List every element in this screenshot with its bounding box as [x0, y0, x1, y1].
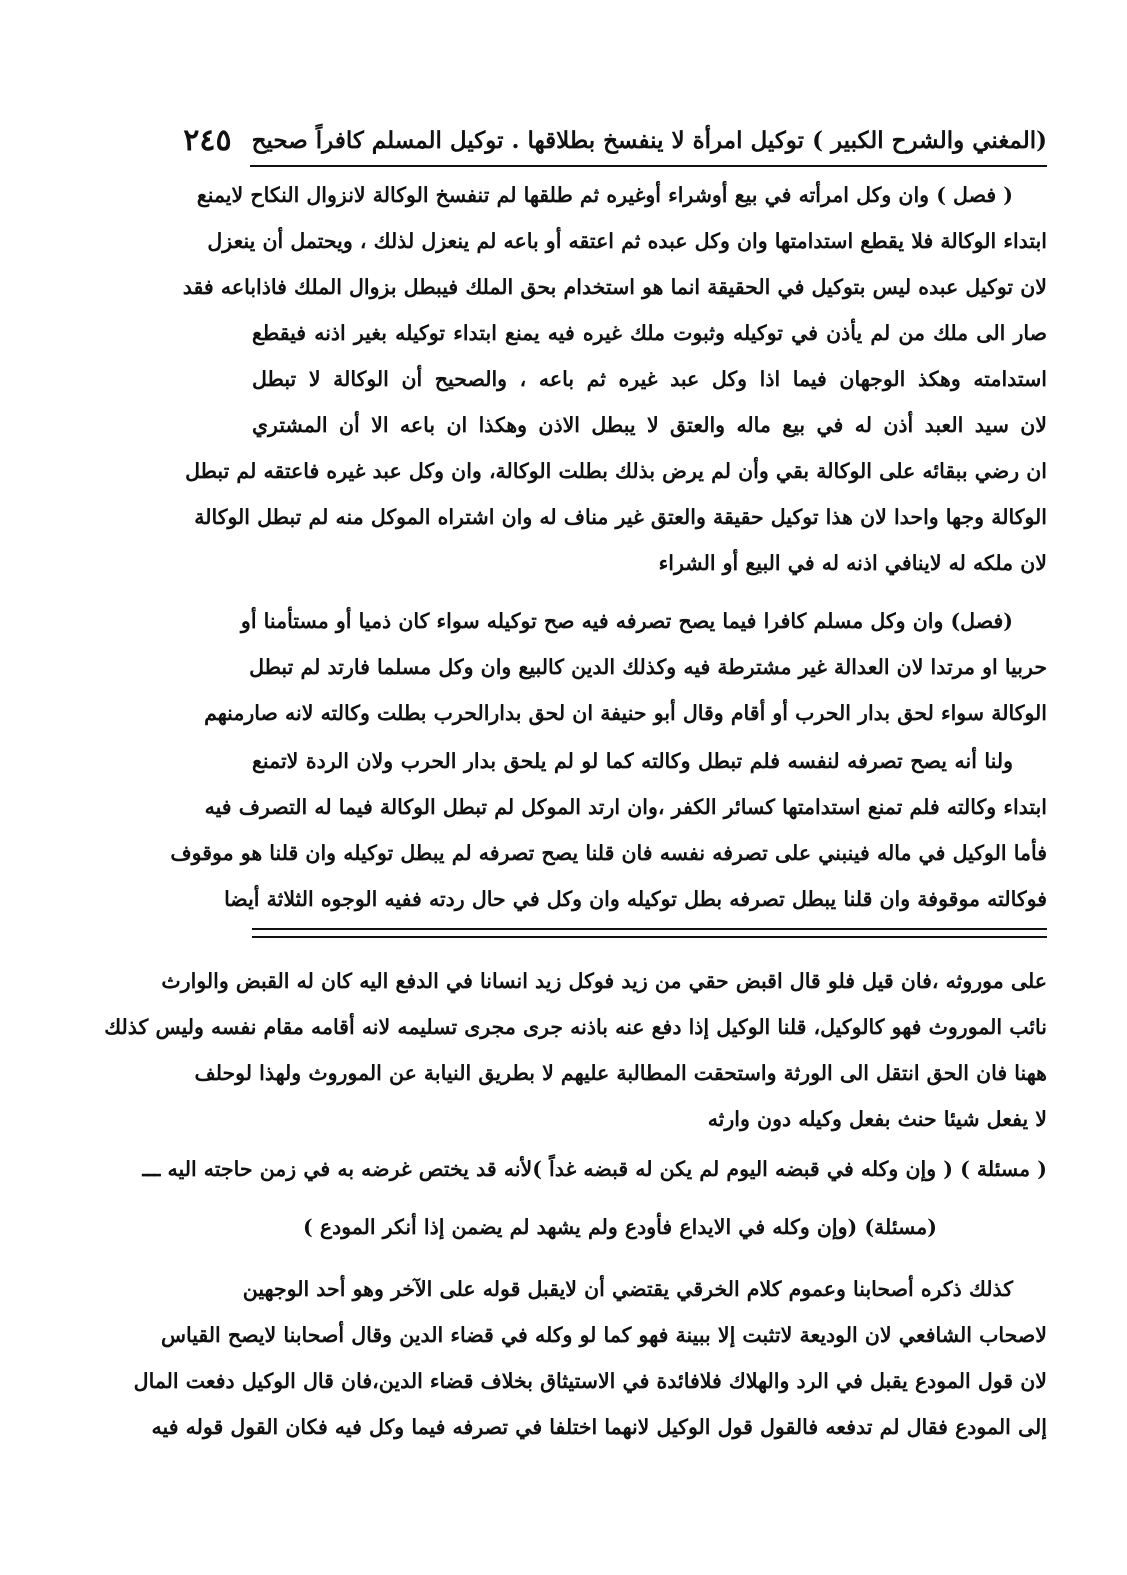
text-line: إلى المودع فقال لم تدفعه فالقول قول الوكيل لانهما اختلفا في تصرفه فيما وكل فيه فكان القول قوله فيه	[151, 1415, 1047, 1439]
issue-1	[142, 1146, 1047, 1192]
text-line: لان توكيل عبده ليس بتوكيل في الحقيقة انما هو استخدام بحق الملك فيبطل بزوال الملك فاذاباعه فقد	[182, 275, 1047, 299]
text-line: ابتداء وكالته فلم تمنع استدامتها كسائر الكفر ،وان ارتد الموكل لم تبطل الوكالة فيما له التصرف فيه	[204, 795, 1047, 819]
lower-paragraph-2	[133, 1266, 1047, 1450]
header-rule	[250, 165, 1047, 167]
section-separator	[252, 928, 1047, 938]
text-line: فأما الوكيل في ماله فينبني على تصرفه نفسه فان قلنا يصح تصرفه لم يبطل توكيله وان قلنا هو موقوف	[170, 841, 1047, 865]
page-header	[183, 120, 1047, 160]
issue-2	[252, 1204, 1047, 1250]
lower-paragraph-1	[104, 958, 1047, 1142]
page-number: ٢٤٥	[183, 122, 232, 158]
text-line: لان ملكه له لاينافي اذنه له في البيع أو الشراء	[658, 551, 1047, 575]
text-line: فوكالته موقوفة وان قلنا يبطل تصرفه بطل توكيله وان وكل في حال ردته ففيه الوجوه الثلاثة أيضا	[224, 887, 1047, 911]
issue-line	[142, 1146, 1047, 1192]
running-title: (المغني والشرح الكبير ) توكيل امرأة لا ينفسخ بطلاقها . توكيل المسلم كافراً صحيح	[251, 126, 1047, 154]
text-line: ههنا فان الحق انتقل الى الورثة واستحقت المطالبة عليهم لا بطريق النيابة عن الموروث ولهذا لوحلف	[194, 1061, 1047, 1085]
text-line: ابتداء الوكالة فلا يقطع استدامتها وان وكل عبده ثم اعتقه أو باعه لم ينعزل لذلك ، ويحتمل أن ينعزل	[207, 229, 1047, 253]
main-paragraph-1	[182, 172, 1047, 586]
text-line: نائب الموروث فهو كالوكيل، قلنا الوكيل إذا دفع عنه باذنه جرى مجرى تسليمه لانه أقامه مقام نفسه وليس كذلك	[104, 1015, 1047, 1039]
issue-heading: (مسئلة) (وإن وكله في الايداع فأودع ولم يشهد لم يضمن إذا أنكر المودع )	[303, 1215, 937, 1239]
text-line: (فصل) وان وكل مسلم كافرا فيما يصح تصرفه فيه صح توكيله سواء كان ذميا أو مستأمنا أو	[240, 609, 1013, 633]
text-line: الوكالة سواء لحق بدار الحرب أو أقام وقال أبو حنيفة ان لحق بدارالحرب بطلت وكالته لانه صارمنهم	[204, 701, 1047, 725]
text-line: حربيا او مرتدا لان العدالة غير مشترطة فيه وكذلك الدين كالبيع وان وكل مسلما فارتد لم تبطل	[249, 655, 1047, 679]
text-line: استدامته وهكذ الوجهان فيما اذا وكل عبد غيره ثم باعه ، والصحيح أن الوكالة لا تبطل	[252, 367, 1047, 391]
text-line: على موروثه ،فان قيل فلو قال اقبض حقي من زيد فوكل زيد انسانا في الدفع اليه كان له القبض والوارث	[161, 969, 1047, 993]
text-line: كذلك ذكره أصحابنا وعموم كلام الخرقي يقتضي أن لايقبل قوله على الآخر وهو أحد الوجهين	[242, 1277, 1013, 1301]
margin-mark: ـــ	[142, 1157, 161, 1181]
text-line: لان سيد العبد أذن له في بيع ماله والعتق لا يبطل الاذن وهكذا ان باعه الا أن المشتري	[252, 413, 1047, 437]
main-paragraph-2	[204, 598, 1047, 736]
text-line: لاصحاب الشافعي لان الوديعة لاتثبت إلا ببينة فهو كما لو وكله في قضاء الدين وقال أصحابنا لايصح القياس	[160, 1323, 1047, 1347]
text-line: صار الى ملك من لم يأذن في توكيله وثبوت ملك غيره فيه يمنع ابتداء توكيله بغير اذنه فيقطع	[252, 321, 1047, 345]
issue-heading: ( مسئلة ) ( وإن وكله في قبضه اليوم لم يكن له قبضه غداً )لأنه قد يختص غرضه به في زمن حاجته اليه	[167, 1157, 1047, 1181]
text-line: ان رضي ببقائه على الوكالة بقي وأن لم يرض بذلك بطلت الوكالة، وان وكل عبد غيره فاعتقه لم تبطل	[185, 459, 1047, 483]
text-line: الوكالة وجها واحدا لان هذا توكيل حقيقة والعتق غير مناف له وان اشتراه الموكل منه لم تبطل الوكالة	[194, 505, 1047, 529]
main-paragraph-3	[170, 738, 1047, 922]
text-line: ( فصل ) وان وكل امرأته في بيع أوشراء أوغيره ثم طلقها لم تنفسخ الوكالة لانزوال النكاح لايمنع	[196, 183, 1013, 207]
text-line: ولنا أنه يصح تصرفه لنفسه فلم تبطل وكالته كما لو لم يلحق بدار الحرب ولان الردة لاتمنع	[252, 749, 1013, 773]
text-line: لا يفعل شيئا حنث بفعل وكيله دون وارثه	[707, 1107, 1047, 1131]
text-line: لان قول المودع يقبل في الرد والهلاك فلافائدة في الاستيثاق بخلاف قضاء الدين،فان قال الوكيل دفعت المال	[133, 1369, 1047, 1393]
